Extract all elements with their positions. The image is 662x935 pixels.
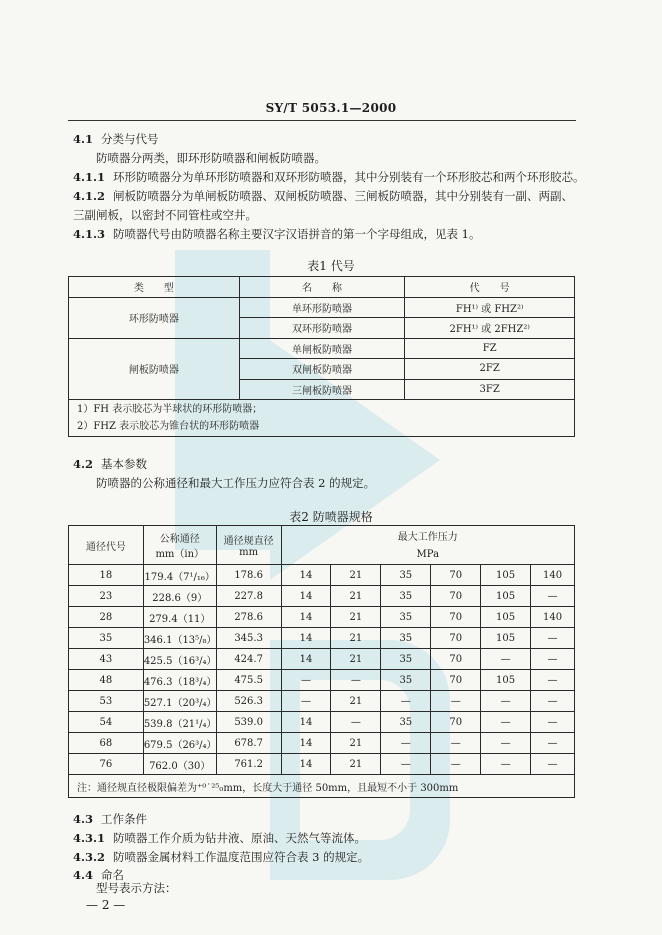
- cell-p21: 21: [331, 628, 381, 649]
- cell-p21: —: [331, 670, 381, 691]
- cell-p140: 140: [531, 607, 575, 628]
- cell-p35: 35: [381, 565, 431, 586]
- cell-p140: —: [531, 649, 575, 670]
- cell-p105: 105: [481, 607, 531, 628]
- table2-note-row: [69, 775, 575, 798]
- table-row: [69, 691, 575, 712]
- para-4-1-1: 4.1.1 环形防喷器分为单环形防喷器和双环形防喷器，其中分别装有一个环形胶芯和两个环形胶芯。: [73, 170, 585, 184]
- cell-p105: —: [481, 733, 531, 754]
- cell-p70: —: [431, 754, 481, 775]
- cell-p140: —: [531, 691, 575, 712]
- page-number: — 2 —: [86, 898, 126, 912]
- cell-p105: 105: [481, 565, 531, 586]
- cell-p105: 105: [481, 628, 531, 649]
- cell-p14: 14: [281, 649, 331, 670]
- cell-p140: —: [531, 712, 575, 733]
- para-4-1-2: 4.1.2 闸板防喷器分为单闸板防喷器、双闸板防喷器、三闸板防喷器，其中分别装有一副、两副、: [73, 189, 574, 203]
- cell-nominal: 179.4（7¹/₁₆）: [143, 565, 216, 586]
- cell-drift: 678.7: [216, 733, 281, 754]
- cell-p105: —: [481, 712, 531, 733]
- cell-p14: —: [281, 670, 331, 691]
- cell-drift: 424.7: [216, 649, 281, 670]
- cell-p140: —: [531, 670, 575, 691]
- cell-p70: 70: [431, 712, 481, 733]
- table1-col-name: 名 称: [239, 277, 405, 298]
- table-row: [69, 297, 575, 318]
- cell-p35: 35: [381, 712, 431, 733]
- section-4-1-body: 防喷器分两类，即环形防喷器和闸板防喷器。: [96, 151, 326, 165]
- table-row: [69, 754, 575, 775]
- para-4-1-2-cont: 三副闸板，以密封不同管柱或空井。: [73, 208, 257, 222]
- cell-drift: 278.6: [216, 607, 281, 628]
- cell-nominal: 679.5（26³/₄）: [143, 733, 216, 754]
- cell-drift: 539.0: [216, 712, 281, 733]
- table-row: [69, 607, 575, 628]
- type-ring: 环形防喷器: [69, 297, 240, 338]
- cell-nominal: 527.1（20³/₄）: [143, 691, 216, 712]
- cell-p105: —: [481, 691, 531, 712]
- standard-number-header: SY/T 5053.1—2000: [265, 101, 397, 115]
- cell-p70: 70: [431, 628, 481, 649]
- table-row: [69, 733, 575, 754]
- cell-p35: 35: [381, 649, 431, 670]
- cell-p70: 70: [431, 565, 481, 586]
- cell-p70: —: [431, 691, 481, 712]
- table1-header-row: [69, 277, 575, 298]
- table1-col-type: 类 型: [69, 277, 240, 298]
- cell-p70: 70: [431, 586, 481, 607]
- cell-code: FH¹⁾ 或 FHZ²⁾: [405, 297, 575, 318]
- cell-p14: 14: [281, 733, 331, 754]
- cell-nominal: 346.1（13⁵/₈）: [143, 628, 216, 649]
- cell-code: 23: [69, 586, 144, 607]
- table2-col-nominal: 公称通径 mm（in）: [143, 526, 216, 565]
- table1-note-1: 1）FH 表示胶芯为半球状的环形防喷器；: [77, 404, 263, 415]
- para-4-1-3: 4.1.3 防喷器代号由防喷器名称主要汉字汉语拼音的第一个字母组成，见表 1。: [73, 227, 481, 241]
- table-row: [69, 712, 575, 733]
- cell-code: 43: [69, 649, 144, 670]
- cell-p14: 14: [281, 586, 331, 607]
- cell-nominal: 476.3（18³/₄）: [143, 670, 216, 691]
- cell-drift: 345.3: [216, 628, 281, 649]
- header-rule: [68, 120, 576, 121]
- cell-p35: 35: [381, 607, 431, 628]
- cell-p35: 35: [381, 670, 431, 691]
- cell-nominal: 228.6（9）: [143, 586, 216, 607]
- cell-name: 双环形防喷器: [239, 318, 405, 339]
- table2-body: [69, 565, 575, 775]
- cell-p70: —: [431, 733, 481, 754]
- cell-code: 54: [69, 712, 144, 733]
- cell-p21: 21: [331, 691, 381, 712]
- cell-p70: 70: [431, 649, 481, 670]
- cell-p21: 21: [331, 565, 381, 586]
- cell-code: 28: [69, 607, 144, 628]
- table-row: [69, 628, 575, 649]
- table-row: [69, 565, 575, 586]
- cell-name: 双闸板防喷器: [239, 359, 405, 380]
- cell-drift: 178.6: [216, 565, 281, 586]
- cell-p21: 21: [331, 649, 381, 670]
- cell-nominal: 539.8（21¹/₄）: [143, 712, 216, 733]
- cell-p14: 14: [281, 712, 331, 733]
- cell-name: 单闸板防喷器: [239, 338, 405, 359]
- cell-p105: 105: [481, 670, 531, 691]
- table2-note: 注：通径规直径极限偏差为⁺⁰˙²⁵₀mm，长度大于通径 50mm，且最短不小于 300mm: [69, 775, 575, 798]
- cell-code: 76: [69, 754, 144, 775]
- table1-notes-row: [69, 400, 575, 437]
- table1: [68, 276, 575, 437]
- cell-p14: 14: [281, 754, 331, 775]
- cell-p140: 140: [531, 565, 575, 586]
- cell-p70: 70: [431, 607, 481, 628]
- section-4-3-heading: 4.3 工作条件: [73, 812, 148, 826]
- section-4-4-heading: 4.4 命名: [73, 868, 125, 882]
- table2: [68, 525, 575, 798]
- type-ram: 闸板防喷器: [69, 338, 240, 400]
- section-4-2-heading: 4.2 基本参数: [73, 457, 148, 471]
- cell-p35: —: [381, 754, 431, 775]
- cell-nominal: 762.0（30）: [143, 754, 216, 775]
- cell-p35: 35: [381, 586, 431, 607]
- table1-col-code: 代 号: [405, 277, 575, 298]
- section-4-2-body: 防喷器的公称通径和最大工作压力应符合表 2 的规定。: [96, 476, 376, 490]
- cell-p105: —: [481, 649, 531, 670]
- cell-p140: —: [531, 628, 575, 649]
- cell-p140: —: [531, 586, 575, 607]
- cell-p21: 21: [331, 586, 381, 607]
- cell-code: 48: [69, 670, 144, 691]
- section-4-1-heading: 4.1 分类与代号: [73, 132, 159, 146]
- cell-p14: 14: [281, 607, 331, 628]
- cell-code: FZ: [405, 338, 575, 359]
- cell-drift: 227.8: [216, 586, 281, 607]
- cell-p21: —: [331, 712, 381, 733]
- cell-code: 18: [69, 565, 144, 586]
- table-row: [69, 586, 575, 607]
- table-row: [69, 670, 575, 691]
- cell-name: 单环形防喷器: [239, 297, 405, 318]
- cell-p21: 21: [331, 754, 381, 775]
- table1-caption: 表1 代号: [307, 259, 355, 273]
- table-row: [69, 649, 575, 670]
- cell-nominal: 279.4（11）: [143, 607, 216, 628]
- cell-code: 2FZ: [405, 359, 575, 380]
- para-4-3-1: 4.3.1 防喷器工作介质为钻井液、原油、天然气等流体。: [73, 831, 367, 845]
- table2-col-pressure: 最大工作压力: [281, 526, 574, 546]
- cell-p35: 35: [381, 628, 431, 649]
- cell-code: 35: [69, 628, 144, 649]
- table2-col-drift: 通径规直径 mm: [216, 526, 281, 565]
- cell-code: 53: [69, 691, 144, 712]
- cell-p14: 14: [281, 628, 331, 649]
- table2-caption: 表2 防喷器规格: [289, 510, 373, 524]
- table-row: [69, 338, 575, 359]
- section-4-4-body: 型号表示方法：: [96, 881, 177, 895]
- cell-code: 68: [69, 733, 144, 754]
- cell-p35: —: [381, 691, 431, 712]
- cell-p105: 105: [481, 586, 531, 607]
- cell-drift: 761.2: [216, 754, 281, 775]
- cell-name: 三闸板防喷器: [239, 379, 405, 400]
- cell-code: 2FH¹⁾ 或 2FHZ²⁾: [405, 318, 575, 339]
- cell-p21: 21: [331, 733, 381, 754]
- cell-p70: 70: [431, 670, 481, 691]
- table2-col-code: 通径代号: [69, 526, 144, 565]
- cell-code: 3FZ: [405, 379, 575, 400]
- cell-p140: —: [531, 754, 575, 775]
- cell-nominal: 425.5（16³/₄）: [143, 649, 216, 670]
- cell-p21: 21: [331, 607, 381, 628]
- table1-note-2: 2）FHZ 表示胶芯为锥台状的环形防喷器: [77, 421, 260, 432]
- cell-drift: 526.3: [216, 691, 281, 712]
- cell-p35: —: [381, 733, 431, 754]
- cell-p14: —: [281, 691, 331, 712]
- cell-p140: —: [531, 733, 575, 754]
- cell-drift: 475.5: [216, 670, 281, 691]
- cell-p105: —: [481, 754, 531, 775]
- para-4-3-2: 4.3.2 防喷器金属材料工作温度范围应符合表 3 的规定。: [73, 850, 370, 864]
- table2-col-pressure-unit: MPa: [281, 545, 574, 565]
- table2-header-row-1: [69, 526, 575, 546]
- cell-p14: 14: [281, 565, 331, 586]
